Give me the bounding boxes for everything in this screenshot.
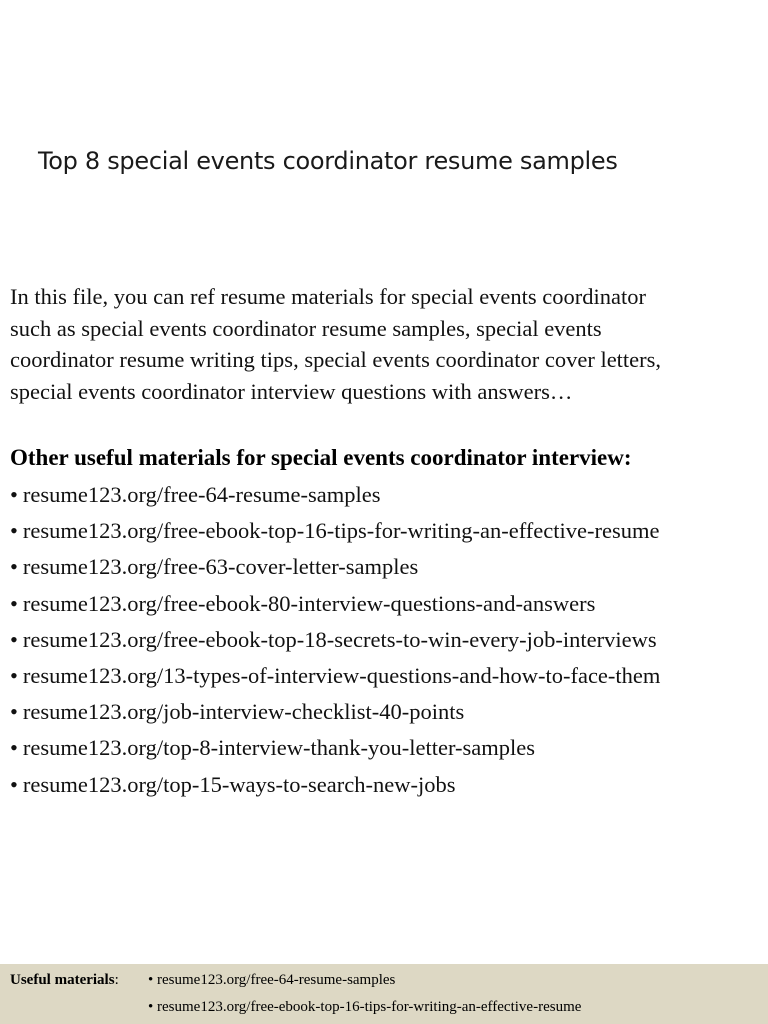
page-title: Top 8 special events coordinator resume samples <box>38 147 618 175</box>
list-item <box>10 770 765 806</box>
footer-label <box>10 972 119 989</box>
footer-link[interactable]: • resume123.org/free-ebook-top-16-tips-for-writing-an-effective-resume <box>148 999 582 1015</box>
list-item <box>10 552 765 588</box>
bullet: • <box>10 626 18 652</box>
list-item <box>10 516 765 552</box>
intro-line: special events coordinator interview questions with answers… <box>10 378 573 404</box>
list-item <box>10 697 765 733</box>
list-item <box>10 480 765 516</box>
resource-link[interactable]: resume123.org/free-64-resume-samples <box>22 482 381 507</box>
list-item <box>10 625 765 661</box>
resource-link[interactable]: resume123.org/top-15-ways-to-search-new-jobs <box>22 771 456 797</box>
intro-paragraph <box>10 281 762 407</box>
footer-link[interactable]: • resume123.org/free-64-resume-samples <box>148 972 396 988</box>
materials-heading: Other useful materials for special events coordinator interview: <box>10 445 632 470</box>
list-item <box>10 661 765 697</box>
intro-line: In this file, you can ref resume materials for special events coordinator <box>10 284 647 309</box>
materials-link-list <box>10 480 765 806</box>
resource-link[interactable]: resume123.org/free-ebook-top-18-secrets-to-win-every-job-interviews <box>22 626 657 652</box>
bullet: • <box>10 554 18 580</box>
bullet: • <box>10 662 18 688</box>
bullet: • <box>10 482 18 507</box>
footer-colon: : <box>114 972 119 988</box>
resource-link[interactable]: resume123.org/free-ebook-top-16-tips-for-writing-an-effective-resume <box>22 518 660 544</box>
resource-link[interactable]: resume123.org/13-types-of-interview-questions-and-how-to-face-them <box>22 662 661 688</box>
footer-bar <box>0 964 768 1024</box>
bullet: • <box>10 699 18 725</box>
resource-link[interactable]: resume123.org/job-interview-checklist-40-points <box>22 699 465 725</box>
intro-line: such as special events coordinator resume samples, special events <box>10 315 602 341</box>
bullet: • <box>10 735 18 761</box>
resource-link[interactable]: resume123.org/free-ebook-80-interview-questions-and-answers <box>22 590 596 616</box>
list-item <box>10 589 765 625</box>
list-item <box>10 733 765 769</box>
intro-line: coordinator resume writing tips, special events coordinator cover letters, <box>10 347 662 372</box>
footer-label-text: Useful materials <box>10 972 115 988</box>
resource-link[interactable]: resume123.org/free-63-cover-letter-samples <box>22 554 419 580</box>
bullet: • <box>10 590 18 616</box>
bullet: • <box>10 518 18 544</box>
resource-link[interactable]: resume123.org/top-8-interview-thank-you-letter-samples <box>22 735 535 761</box>
bullet: • <box>10 771 18 797</box>
